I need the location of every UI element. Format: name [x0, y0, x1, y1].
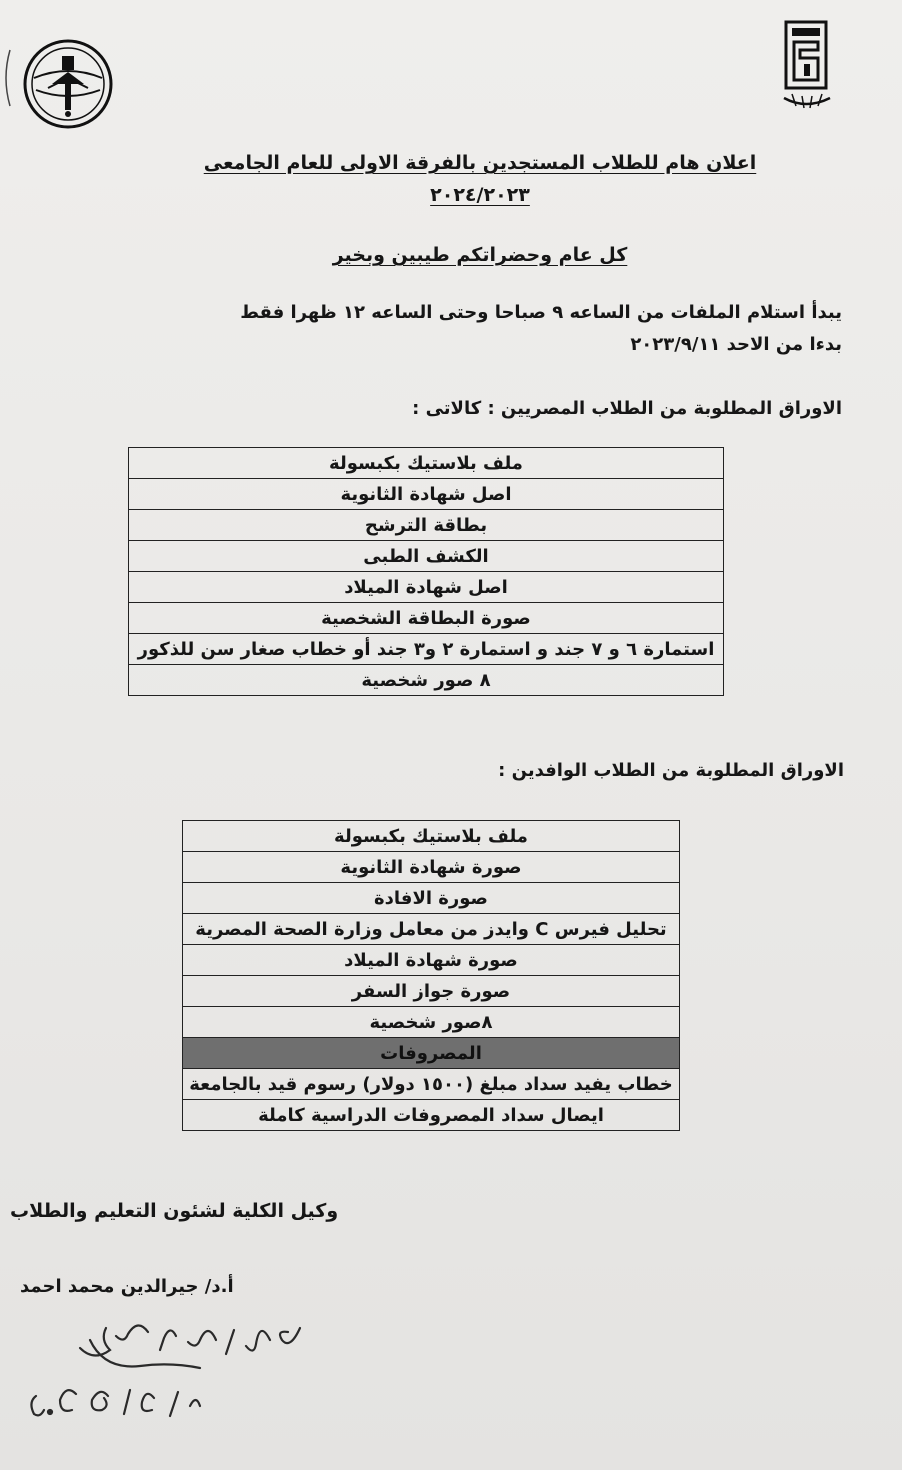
requirement-item: ملف بلاستيك بكبسولة [183, 821, 680, 852]
requirement-item: الكشف الطبى [129, 541, 724, 572]
table-row [129, 572, 724, 603]
table-row [183, 945, 680, 976]
table-row [183, 1069, 680, 1100]
table-row [183, 1038, 680, 1069]
notice-line-1: يبدأ استلام الملفات من الساعه ٩ صباحا وحتى الساعه ١٢ ظهرا فقط [240, 302, 842, 323]
signatory-name: أ.د/ جيرالدين محمد احمد [20, 1276, 234, 1297]
table-row [183, 914, 680, 945]
requirement-item: صورة البطاقة الشخصية [129, 603, 724, 634]
handwritten-signature-icon [20, 1310, 320, 1450]
table-row [183, 1100, 680, 1131]
requirement-item: صورة جواز السفر [183, 976, 680, 1007]
requirement-item: ٨ صور شخصية [129, 665, 724, 696]
faculty-seal-icon [22, 38, 114, 130]
signatory-title: وكيل الكلية لشئون التعليم والطلاب [10, 1200, 339, 1222]
table-row [183, 883, 680, 914]
requirement-item: تحليل فيرس C وايدز من معامل وزارة الصحة المصرية [183, 914, 680, 945]
requirement-item: اصل شهادة الثانوية [129, 479, 724, 510]
requirement-item: اصل شهادة الميلاد [129, 572, 724, 603]
fees-header: المصروفات [183, 1038, 680, 1069]
table-row [129, 603, 724, 634]
requirement-item: ٨صور شخصية [183, 1007, 680, 1038]
table-row [183, 1007, 680, 1038]
egyptian-requirements-table [128, 447, 724, 696]
edge-mark-icon [0, 48, 12, 108]
requirement-item: بطاقة الترشح [129, 510, 724, 541]
fee-item: خطاب يفيد سداد مبلغ (١٥٠٠ دولار) رسوم قيد بالجامعة [183, 1069, 680, 1100]
requirement-item: صورة شهادة الثانوية [183, 852, 680, 883]
requirement-item: استمارة ٦ و ٧ جند و استمارة ٢ و٣ جند أو خطاب صغار سن للذكور [129, 634, 724, 665]
academic-year: ٢٠٢٤/٢٠٢٣ [430, 184, 530, 206]
requirement-item: صورة الافادة [183, 883, 680, 914]
table-row [129, 541, 724, 572]
table-row [183, 852, 680, 883]
requirement-item: صورة شهادة الميلاد [183, 945, 680, 976]
table-row [129, 448, 724, 479]
table-row [129, 634, 724, 665]
egyptian-students-heading: الاوراق المطلوبة من الطلاب المصريين : كالاتى : [412, 398, 842, 419]
table-row [183, 821, 680, 852]
table-row [129, 665, 724, 696]
table-row [183, 976, 680, 1007]
greeting-line: كل عام وحضراتكم طيبين وبخير [332, 244, 628, 266]
requirement-item: ملف بلاستيك بكبسولة [129, 448, 724, 479]
table-row [129, 479, 724, 510]
university-emblem-icon [778, 18, 836, 114]
table-row [129, 510, 724, 541]
foreign-requirements-table [182, 820, 680, 1131]
foreign-students-heading: الاوراق المطلوبة من الطلاب الوافدين : [498, 760, 844, 781]
fee-item: ايصال سداد المصروفات الدراسية كاملة [183, 1100, 680, 1131]
announcement-title: اعلان هام للطلاب المستجدين بالفرقة الاولى للعام الجامعى [203, 152, 757, 174]
notice-line-2: بدءا من الاحد ٢٠٢٣/٩/١١ [630, 334, 842, 355]
